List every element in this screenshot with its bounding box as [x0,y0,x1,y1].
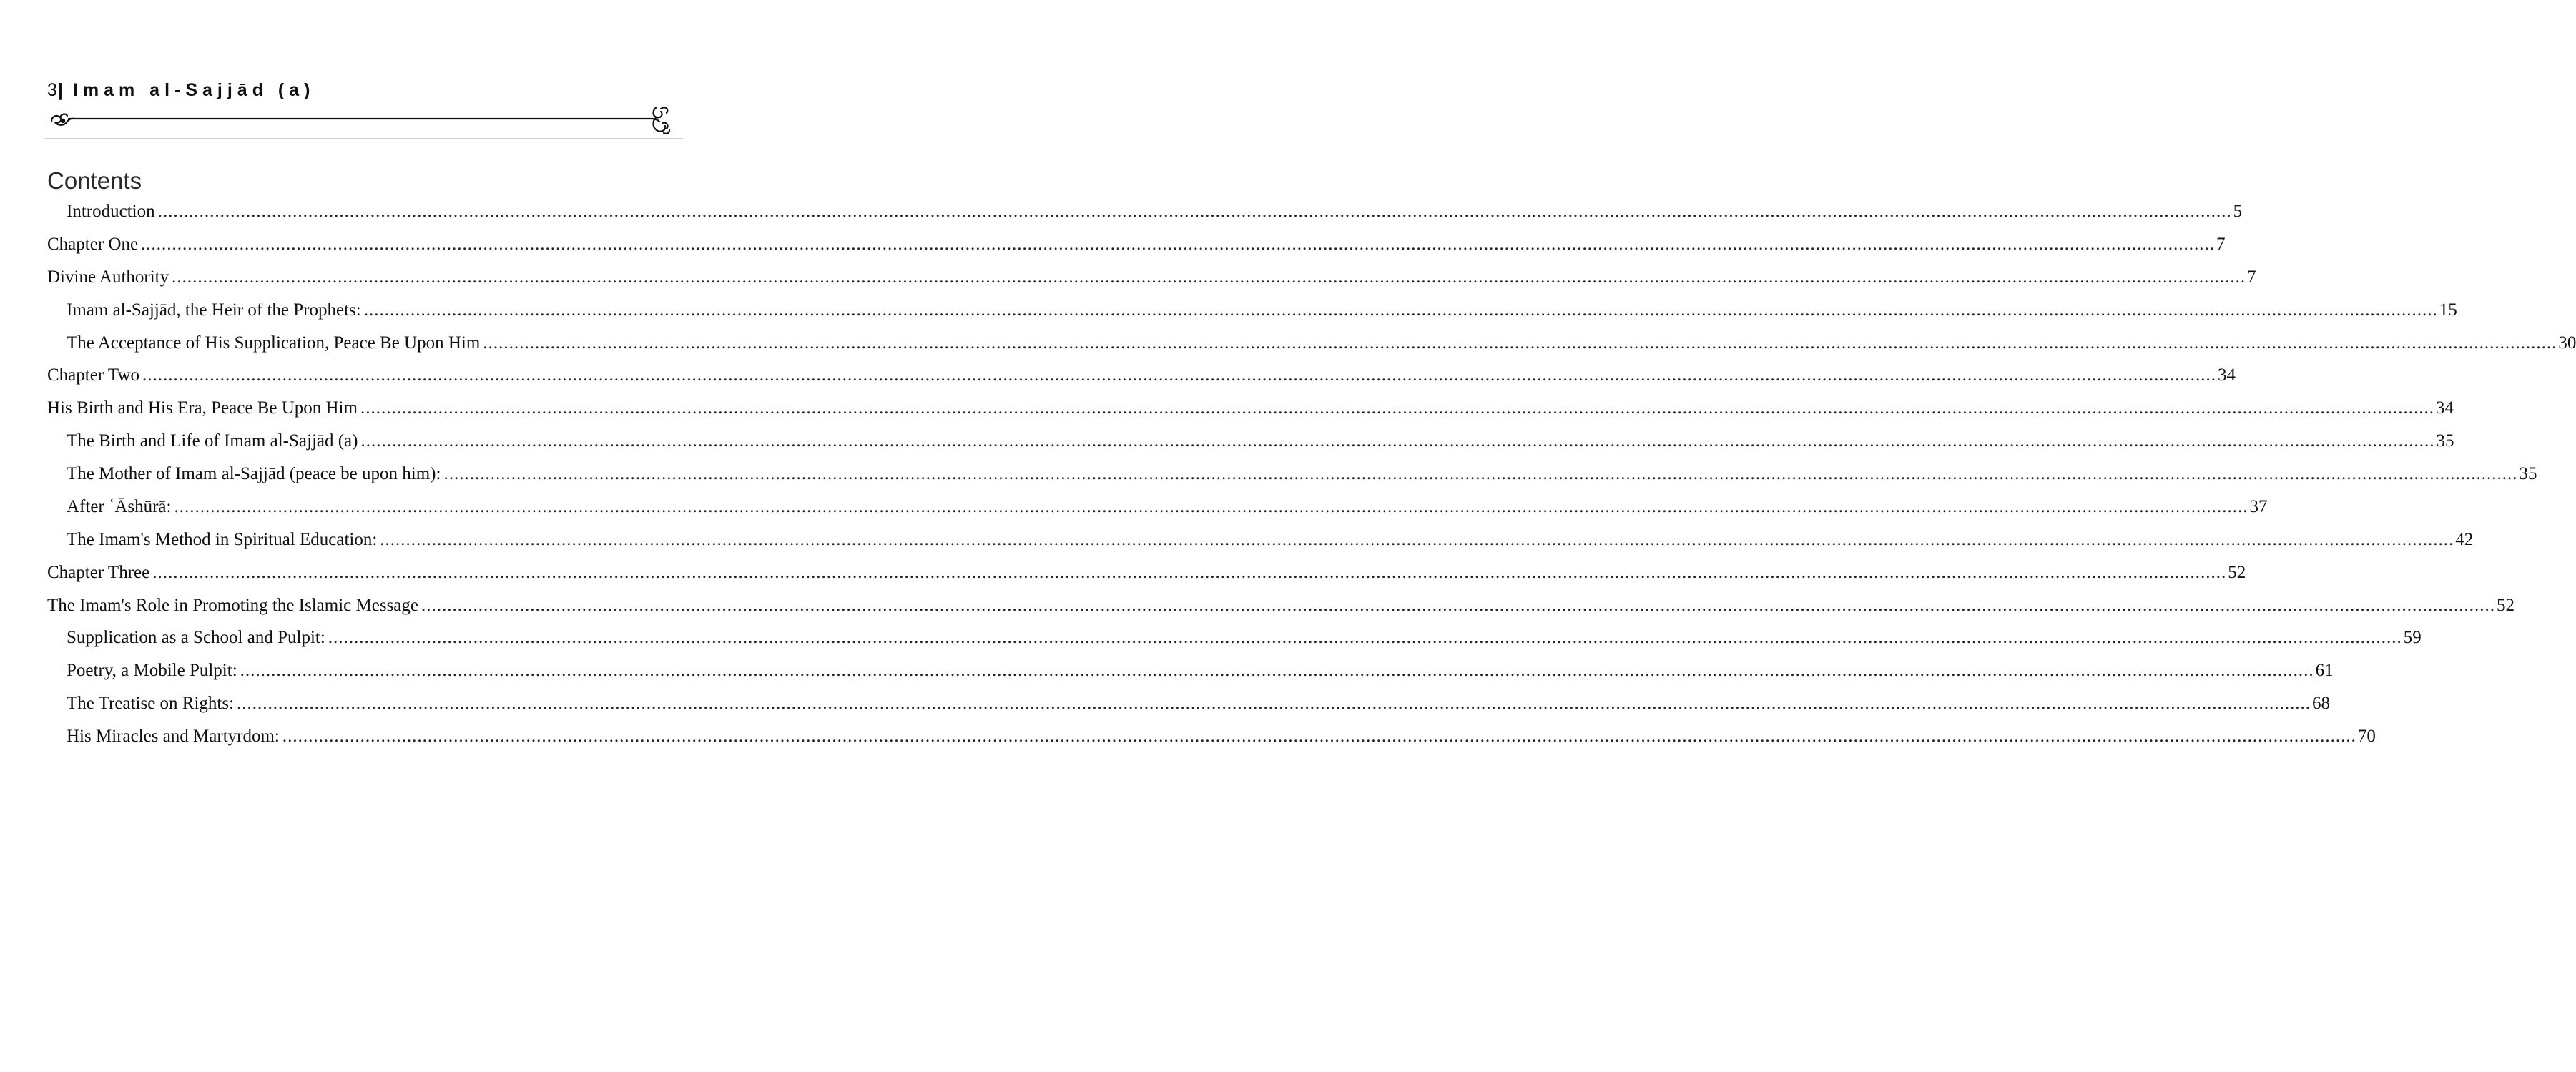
toc-entry[interactable] [47,561,2246,585]
toc-entry-page: 30 [2558,333,2576,353]
toc-entry[interactable] [47,232,2226,257]
toc-entry-page: 52 [2497,596,2514,615]
toc-entry-label: Divine Authority [47,267,169,287]
toc-entry-page: 15 [2439,300,2457,320]
toc-entry[interactable] [67,495,2268,519]
header-page-number: 3 [47,80,58,100]
toc-entry[interactable] [47,594,2514,618]
toc-entry-label: Poetry, a Mobile Pulpit: [67,661,237,680]
toc-entry-label: Imam al-Sajjād, the Heir of the Prophets: [67,300,361,320]
toc-entry[interactable] [47,363,2236,388]
toc-entry-label: The Birth and Life of Imam al-Sajjād (a) [67,431,358,451]
toc-entry[interactable] [67,200,2243,224]
toc-heading: Contents [47,167,142,194]
toc-entry[interactable] [67,626,2422,650]
toc-entry-label: His Miracles and Martyrdom: [67,727,280,746]
toc-dot-leader: ................................................................................................................................................................................................................................................................................................................................................................................................................ [360,431,2435,451]
toc-dot-leader: ................................................................................................................................................................................................................................................................................................................................................................................................................ [141,235,2216,254]
toc-entry[interactable] [67,298,2457,323]
toc-entry-label: Supplication as a School and Pulpit: [67,628,325,647]
toc-entry-page: 34 [2218,365,2236,385]
toc-dot-leader: ................................................................................................................................................................................................................................................................................................................................................................................................................ [174,497,2248,516]
toc-entry-page: 42 [2455,530,2474,549]
toc-entry-page: 5 [2233,202,2243,221]
toc-entry[interactable] [67,462,2537,486]
toc-entry[interactable] [47,396,2454,421]
toc-entry-page: 7 [2247,267,2256,287]
toc-dot-leader: ................................................................................................................................................................................................................................................................................................................................................................................................................ [282,727,2356,746]
toc-entry[interactable] [67,724,2376,749]
toc-entry-page: 70 [2357,727,2376,746]
toc-entry-page: 37 [2249,497,2268,516]
toc-entry-label: After ʿĀshūrā: [67,497,172,516]
toc-dot-leader: ................................................................................................................................................................................................................................................................................................................................................................................................................ [363,300,2438,320]
header-book-title: Imam al-Sajjād (a) [72,80,315,100]
toc-entry-page: 68 [2312,694,2331,713]
toc-dot-leader: ................................................................................................................................................................................................................................................................................................................................................................................................................ [443,464,2518,483]
toc-entry-page: 35 [2519,464,2537,483]
toc-entry-page: 61 [2315,661,2334,680]
toc-entry-label: The Mother of Imam al-Sajjād (peace be upon him): [67,464,441,483]
toc-entry[interactable] [67,331,2576,355]
toc-entry[interactable] [67,659,2334,683]
toc-dot-leader: ................................................................................................................................................................................................................................................................................................................................................................................................................ [152,563,2227,582]
toc-entry-label: Chapter Three [47,563,150,582]
toc-entry-label: The Imam's Role in Promoting the Islamic Message [47,596,418,615]
toc-entry-label: His Birth and His Era, Peace Be Upon Him [47,398,358,418]
toc-dot-leader: ................................................................................................................................................................................................................................................................................................................................................................................................................ [240,661,2314,680]
toc-entry-page: 52 [2228,563,2246,582]
toc-entry-label: The Treatise on Rights: [67,694,235,713]
toc-dot-leader: ................................................................................................................................................................................................................................................................................................................................................................................................................ [157,202,2232,221]
header-separator: | [57,80,63,100]
toc-entry[interactable] [47,265,2256,290]
toc-entry[interactable] [67,528,2474,552]
toc-entry-label: The Imam's Method in Spiritual Education: [67,530,378,549]
toc-entry-page: 7 [2216,235,2226,254]
toc-dot-leader: ................................................................................................................................................................................................................................................................................................................................................................................................................ [328,628,2402,647]
toc-dot-leader: ................................................................................................................................................................................................................................................................................................................................................................................................................ [360,398,2434,418]
toc-dot-leader: ................................................................................................................................................................................................................................................................................................................................................................................................................ [142,365,2217,385]
toc-entry-label: Chapter One [47,235,139,254]
toc-entry-label: Introduction [67,202,155,221]
toc-dot-leader: ................................................................................................................................................................................................................................................................................................................................................................................................................ [172,267,2246,287]
toc-entry-label: Chapter Two [47,365,140,385]
toc-dot-leader: ................................................................................................................................................................................................................................................................................................................................................................................................................ [483,333,2557,353]
toc-entry[interactable] [67,429,2454,453]
toc-entry-page: 34 [2435,398,2454,418]
toc-entry-label: The Acceptance of His Supplication, Peace Be Upon Him [67,333,481,353]
toc-dot-leader: ................................................................................................................................................................................................................................................................................................................................................................................................................ [237,694,2311,713]
toc-entry-page: 35 [2436,431,2454,451]
toc-dot-leader: ................................................................................................................................................................................................................................................................................................................................................................................................................ [421,596,2495,615]
toc-entry[interactable] [67,692,2331,716]
toc-dot-leader: ................................................................................................................................................................................................................................................................................................................................................................................................................ [380,530,2454,549]
toc-entry-page: 59 [2403,628,2422,647]
